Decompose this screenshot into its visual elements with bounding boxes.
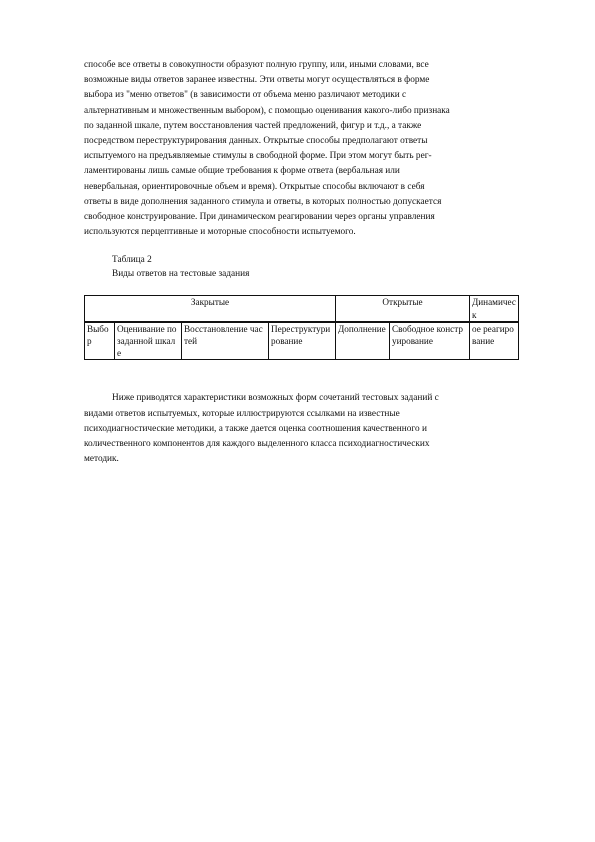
cell-free-construction: Свободное конструирование [390, 322, 470, 360]
paragraph-response-methods [84, 58, 520, 240]
text-line: психодиагностические методики, а также дается оценка соотношения качественного и [84, 423, 427, 434]
header-open: Открытые [336, 296, 470, 322]
text-line: используются перцептивные и моторные способности испытуемого. [84, 227, 356, 238]
text-line: видами ответов испытуемых, которые иллюстрируются ссылками на известные [84, 408, 400, 419]
text-line: ответы в виде дополнения заданного стимула и ответы, в которых полностью допускается [84, 196, 442, 207]
cell-restore: Восстановление частей [182, 322, 269, 360]
text-line: невербальная, ориентировочные объем и время). Открытые способы включают в себя [84, 181, 425, 192]
text-line: посредством переструктурирования данных. Открытые способы предполагают ответы [84, 136, 428, 147]
text-line: испытуемого на предъявляемые стимулы в свободной форме. При этом могут быть рег- [84, 151, 432, 162]
text-line: свободное конструирование. При динамическом реагировании через органы управления [84, 212, 435, 223]
document-page [84, 58, 520, 467]
cell-rating: Оценивание по заданной шкале [115, 322, 182, 360]
table-title: Виды ответов на тестовые задания [112, 269, 250, 280]
text-line: количественного компонентов для каждого выделенного класса психодиагностических [84, 439, 430, 450]
table-caption [112, 253, 520, 281]
header-closed: Закрытые [85, 296, 336, 322]
cell-choice: Выбор [85, 322, 115, 360]
text-line: Ниже приводятся характеристики возможных форм сочетаний тестовых заданий с [112, 393, 439, 404]
paragraph-characteristics [84, 391, 520, 467]
cell-complement: Дополнение [336, 322, 390, 360]
text-line: по заданной шкале, путем восстановления частей предложений, фигур и т.д., а также [84, 120, 422, 131]
text-line: выбора из "меню ответов" (в зависимости от объема меню различают методики с [84, 90, 407, 101]
text-line: возможные виды ответов заранее известны. Эти ответы могут осуществляться в форме [84, 75, 430, 86]
table-row [85, 322, 519, 360]
text-line: ламентированы лишь самые общие требования к форме ответа (вербальная или [84, 166, 400, 177]
table-header-row [85, 296, 519, 322]
text-line: альтернативным и множественным выбором), с помощью оценивания какого-либо признака [84, 105, 450, 116]
response-types-table [84, 295, 519, 360]
header-dynamic: Динамическ [470, 296, 519, 322]
text-line: способе все ответы в совокупности образуют полную группу, или, иными словами, все [84, 60, 429, 70]
table-number: Таблица 2 [112, 255, 152, 266]
cell-restructure: Переструктурирование [269, 322, 336, 360]
cell-dynamic: ое реагирование [470, 322, 519, 360]
text-line: методик. [84, 454, 119, 465]
